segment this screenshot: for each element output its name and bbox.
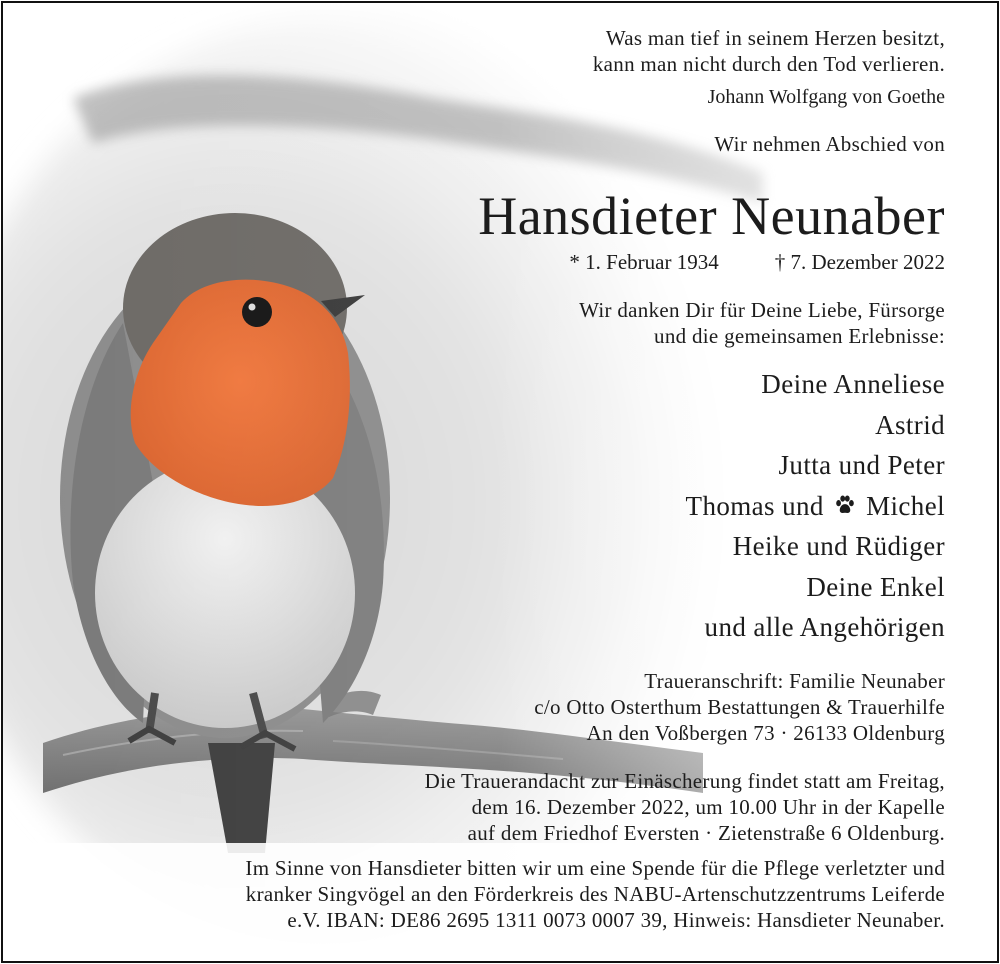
mourner-line: Astrid	[875, 409, 945, 440]
address-line: Traueranschrift: Familie Neunaber	[644, 669, 945, 693]
mourner-line	[686, 486, 945, 527]
donation-line: kranker Singvögel an den Förderkreis des NABU-Artenschutzzentrums Leiferde	[245, 882, 945, 906]
birth-date: * 1. Februar 1934	[569, 250, 719, 274]
service-line: Die Trauerandacht zur Einäscherung findet statt am Freitag,	[424, 769, 945, 793]
donation-line: Im Sinne von Hansdieter bitten wir um eine Spende für die Pflege verletzter und	[245, 856, 945, 880]
mourner-text: Michel	[866, 490, 945, 521]
goethe-quote	[593, 25, 945, 77]
thanks-text	[579, 297, 945, 349]
address-line: c/o Otto Osterthum Bestattungen & Trauerhilfe	[534, 695, 945, 719]
address-line: An den Voßbergen 73 · 26133 Oldenburg	[586, 721, 945, 745]
paw-print-icon	[834, 494, 856, 516]
quote-line: kann man nicht durch den Tod verlieren.	[592, 52, 945, 76]
farewell-intro: Wir nehmen Abschied von	[714, 132, 945, 156]
service-line: auf dem Friedhof Eversten · Zietenstraße 6 Oldenburg.	[467, 821, 945, 845]
mourner-line: Heike und Rüdiger	[732, 531, 945, 561]
mourning-address	[534, 668, 945, 746]
mourner-line: Deine Enkel	[806, 571, 945, 602]
deceased-name: Hansdieter Neunaber	[478, 186, 945, 246]
death-date: † 7. Dezember 2022	[774, 250, 945, 274]
mourner-line: Deine Anneliese	[761, 369, 945, 399]
obituary-notice	[1, 1, 999, 963]
mourner-line: Jutta und Peter	[778, 450, 945, 480]
thanks-line: und die gemeinsamen Erlebnisse:	[654, 324, 945, 348]
service-info	[425, 768, 945, 846]
donation-line: e.V. IBAN: DE86 2695 1311 0073 0007 39, Hinweis: Hansdieter Neunaber.	[287, 908, 945, 932]
service-line: dem 16. Dezember 2022, um 10.00 Uhr in der Kapelle	[471, 795, 945, 819]
life-dates	[569, 249, 945, 275]
quote-author: Johann Wolfgang von Goethe	[707, 86, 945, 108]
mourner-text: Thomas und	[685, 490, 824, 521]
thanks-line: Wir danken Dir für Deine Liebe, Fürsorge	[579, 298, 945, 322]
mourners-list	[686, 364, 945, 648]
mourner-line: und alle Angehörigen	[704, 612, 945, 642]
quote-line: Was man tief in seinem Herzen besitzt,	[605, 26, 945, 50]
donation-request	[245, 855, 945, 933]
